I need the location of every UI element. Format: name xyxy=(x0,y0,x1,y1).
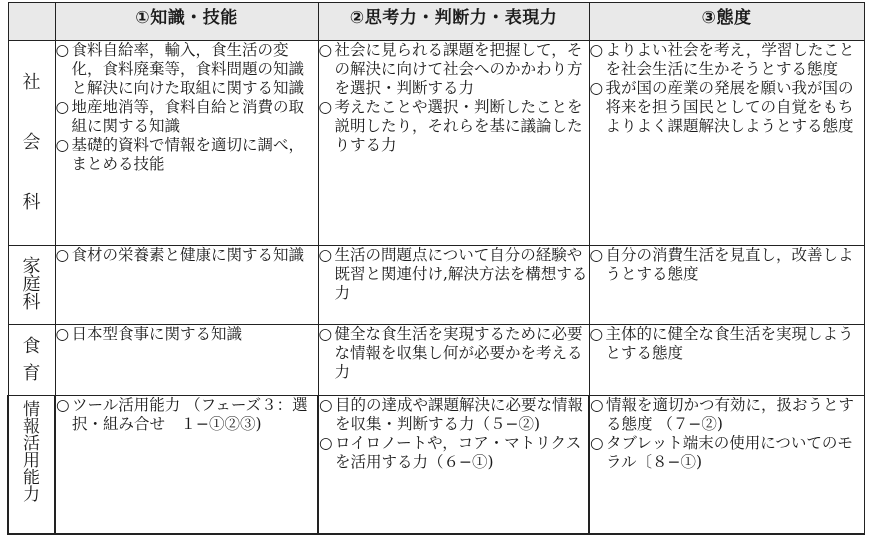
bullet-circle: ○ xyxy=(318,98,333,116)
cell-home-attitude xyxy=(589,246,864,325)
bullet-circle: ○ xyxy=(589,79,604,97)
bullet-circle: ○ xyxy=(319,396,333,414)
row-home-economics xyxy=(8,246,864,325)
list-item xyxy=(319,396,588,434)
subject-char: 食 xyxy=(22,335,41,357)
bullet-circle: ○ xyxy=(590,434,604,452)
item-text: 基礎的資料で情報を適切に調べ，まとめる技能 xyxy=(71,136,305,173)
subject-food-education xyxy=(8,325,55,396)
list-item xyxy=(319,246,589,303)
item-text: 自分の消費生活を見直し，改善しようとする態度 xyxy=(605,246,854,283)
item-text: 考えたことや選択・判断したことを説明したり，それらを基に議論したりする力 xyxy=(334,98,583,154)
list-item xyxy=(56,136,318,174)
item-text: 日本型食事に関する知識 xyxy=(71,325,243,343)
list-item xyxy=(590,79,864,136)
item-text: 食料自給率，輸入，食生活の変化，食料廃棄等，食料問題の知識と解決に向けた取組に関する知識 xyxy=(71,41,305,97)
bullet-circle: ○ xyxy=(56,396,70,414)
item-text: 生活の問題点について自分の経験や既習と関連付け,解決方法を構想する力 xyxy=(334,246,588,302)
subject-char: 科 xyxy=(22,292,41,313)
list-item xyxy=(319,41,589,98)
list-item xyxy=(56,396,317,434)
list-item xyxy=(590,396,864,434)
subject-char: 会 xyxy=(22,132,41,153)
bullet-circle: ○ xyxy=(55,325,70,343)
cell-social-attitude xyxy=(589,41,864,246)
item-text: 社会に見られる課題を把握して，その解決に向けて社会へのかかわり方を選択・判断する力 xyxy=(334,41,583,97)
bullet-circle: ○ xyxy=(589,41,604,59)
cell-food-knowledge xyxy=(55,325,318,396)
list-item xyxy=(56,246,318,265)
item-text: ロイロノートや，コア・マトリクスを活用する力（６−①) xyxy=(335,434,582,471)
bullet-circle: ○ xyxy=(55,246,70,264)
subject-char: 家 xyxy=(22,256,41,277)
cell-food-attitude xyxy=(589,325,864,396)
row-food-education xyxy=(8,325,864,396)
header-row xyxy=(8,3,864,41)
header-corner xyxy=(8,3,55,41)
bullet-circle: ○ xyxy=(319,434,333,452)
header-attitude: ③態度 xyxy=(589,3,864,41)
subject-char: 情 xyxy=(23,400,40,420)
subject-char: 庭 xyxy=(22,274,41,295)
subject-char: 活 xyxy=(23,434,40,454)
subject-char: 力 xyxy=(23,485,40,505)
subject-char: 報 xyxy=(23,417,40,437)
item-text: 主体的に健全な食生活を実現しようとする態度 xyxy=(605,325,854,362)
cell-info-knowledge xyxy=(55,396,318,535)
cell-social-knowledge xyxy=(55,41,318,246)
list-item xyxy=(319,98,589,155)
item-text: 食材の栄養素と健康に関する知識 xyxy=(71,246,305,264)
list-item xyxy=(590,434,864,472)
list-item xyxy=(319,434,588,472)
item-text: よりよい社会を考え，学習したことを社会生活に生かそうとする態度 xyxy=(605,41,855,78)
cell-info-thinking xyxy=(318,396,589,535)
header-thinking-judgment-expression: ②思考力・判断力・表現力 xyxy=(318,3,589,41)
header-knowledge-skills: ①知識・技能 xyxy=(55,3,318,41)
row-information-literacy xyxy=(8,396,864,535)
bullet-circle: ○ xyxy=(55,98,70,116)
bullet-circle: ○ xyxy=(318,41,333,59)
cell-social-thinking xyxy=(318,41,589,246)
list-item xyxy=(56,98,318,136)
item-text: 情報を適切かつ有効に，扱おうとする態度 （７−②) xyxy=(606,396,855,433)
bullet-circle: ○ xyxy=(589,325,604,343)
subject-char: 用 xyxy=(23,451,40,471)
subject-char: 能 xyxy=(23,468,40,488)
list-item xyxy=(590,41,864,79)
subject-information-literacy xyxy=(8,396,55,535)
item-text: ツール活用能力 （フェーズ３：選択・組み合せ １−①②③) xyxy=(72,396,308,433)
bullet-circle: ○ xyxy=(318,325,333,343)
item-text: 地産地消等，食料自給と消費の取組に関する知識 xyxy=(71,98,305,135)
item-text: タブレット端末の使用についてのモラル〔８−①) xyxy=(606,434,853,471)
bullet-circle: ○ xyxy=(589,246,604,264)
list-item xyxy=(590,246,864,284)
cell-home-thinking xyxy=(318,246,589,325)
subject-char: 科 xyxy=(22,192,41,213)
item-text: 我が国の産業の発展を願い我が国の将来を担う国民としての自覚をもちよりよく課題解決しようとする態度 xyxy=(605,79,854,135)
cell-info-attitude xyxy=(589,396,864,535)
bullet-circle: ○ xyxy=(55,41,70,59)
subject-char: 社 xyxy=(22,72,41,93)
cell-food-thinking xyxy=(318,325,589,396)
evaluation-table xyxy=(7,2,865,535)
row-social-studies xyxy=(8,41,864,246)
list-item xyxy=(319,325,589,382)
subject-social-studies xyxy=(8,41,55,246)
subject-char: 育 xyxy=(22,362,41,384)
bullet-circle: ○ xyxy=(590,396,604,414)
item-text: 健全な食生活を実現するために必要な情報を収集し何が必要かを考える力 xyxy=(334,325,583,381)
list-item xyxy=(56,41,318,98)
list-item xyxy=(56,325,318,344)
list-item xyxy=(590,325,864,363)
subject-home-economics xyxy=(8,246,55,325)
bullet-circle: ○ xyxy=(318,246,333,264)
cell-home-knowledge xyxy=(55,246,318,325)
bullet-circle: ○ xyxy=(55,136,70,154)
item-text: 目的の達成や課題解決に必要な情報を収集・判断する力（５−②) xyxy=(335,396,584,433)
